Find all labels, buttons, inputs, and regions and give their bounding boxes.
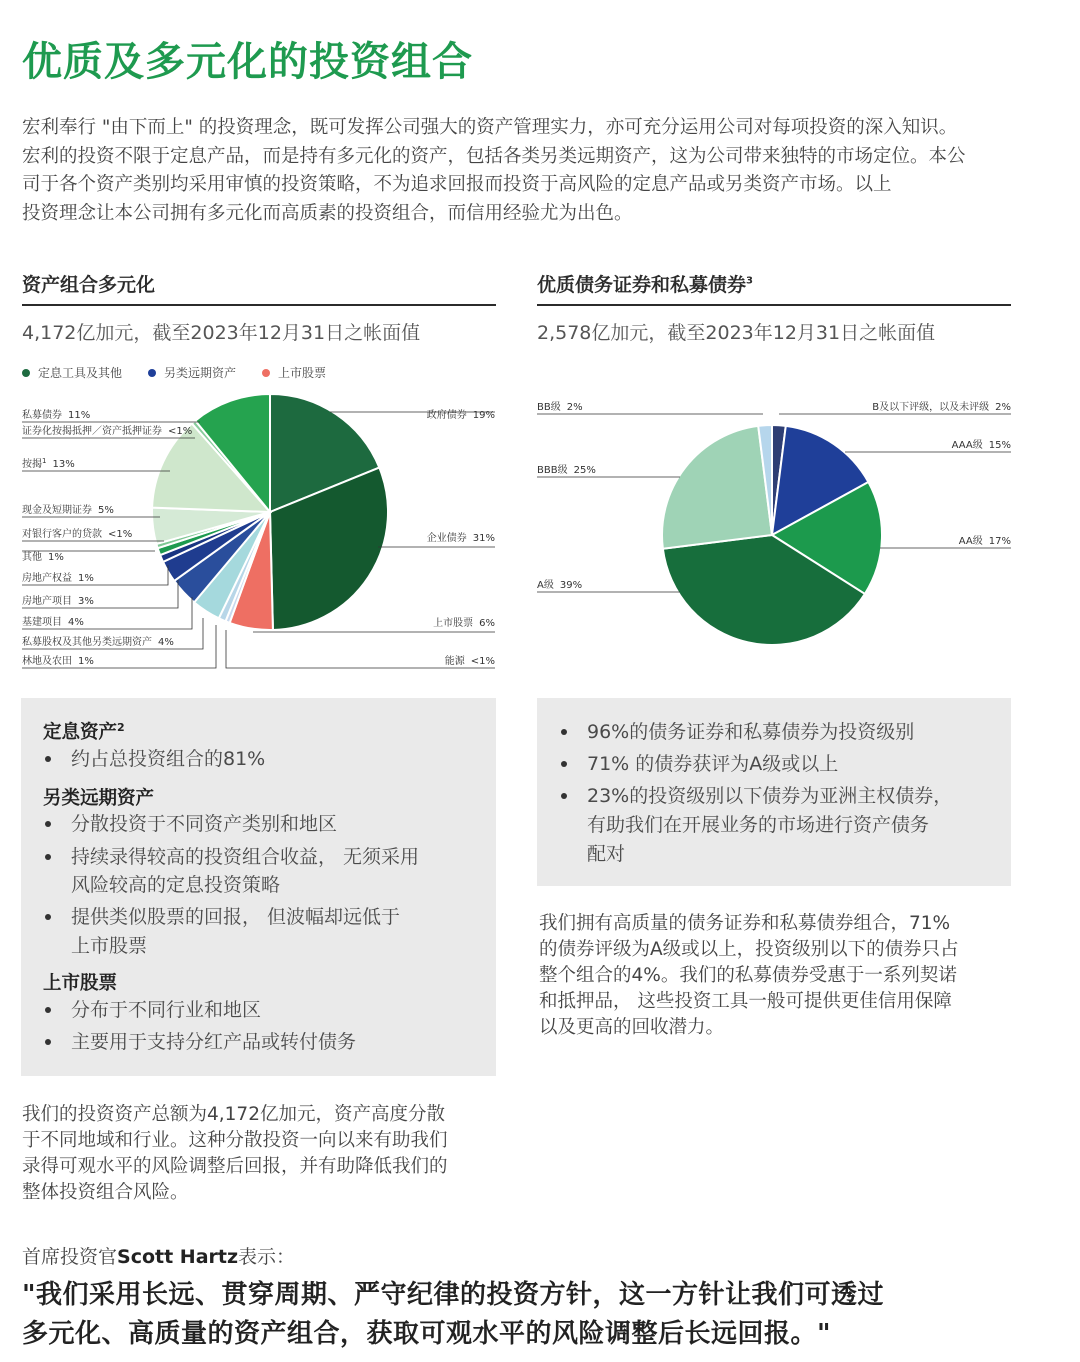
bonds-subheading: 2,578亿加元，截至2023年12月31日之帐面值 (537, 322, 936, 344)
bonds-bullet-cont: 有助我们在开展业务的市场进行资产债务 (587, 814, 930, 836)
alternative-bullet: 分散投资于不同资产类别和地区 (71, 813, 338, 835)
intro-line: 司于各个资产类别均采用审慎的投资策略，不为追求回报而投资于高风险的定息产品或另类资产市场。以上 (22, 174, 892, 195)
intro-line: 投资理念让本公司拥有多元化而高质素的投资组合，而信用经验尤为出色。 (22, 202, 633, 224)
portfolio-heading: 资产组合多元化 (22, 274, 156, 296)
bonds-paragraph-line: 以及更高的回收潜力。 (539, 1017, 725, 1038)
bonds-slice-label: A级 39% (537, 580, 583, 591)
bonds-slice-label: AAA级 15% (951, 440, 1011, 451)
bullet-dot (45, 854, 51, 860)
portfolio-slice-label: 上市股票 6% (433, 618, 495, 629)
portfolio-subheading: 4,172亿加元，截至2023年12月31日之帐面值 (22, 322, 421, 344)
bonds-slice-label: AA级 17% (958, 536, 1011, 547)
bonds-slice (662, 426, 772, 549)
portfolio-slice-label: 私募债券 11% (22, 410, 91, 421)
legend-label: 另类远期资产 (164, 366, 237, 380)
fixed-income-heading (43, 718, 125, 744)
alternative-heading: 另类远期资产 (43, 788, 155, 809)
bonds-slice-label: BBB级 25% (537, 465, 596, 476)
fixed-income-bullet: 约占总投资组合的81% (71, 748, 266, 770)
bullet-dot (561, 793, 567, 799)
bonds-paragraph-line: 整个组合的4%。我们的私募债券受惠于一系列契诺 (539, 965, 957, 986)
portfolio-slice-label: 私募股权及其他另类远期资产 4% (22, 637, 174, 648)
portfolio-slice-label: 房地产项目 3% (22, 596, 94, 607)
fixed-income-heading-sup: 2 (117, 720, 125, 734)
alternative-bullet: 提供类似股票的回报， 但波幅却远低于 (71, 906, 401, 928)
portfolio-slice-label: 政府债券 19% (426, 410, 495, 421)
legend-label: 上市股票 (278, 366, 327, 380)
portfolio-slice-label: 林地及农田 1% (22, 656, 94, 667)
portfolio-slice-label: 企业债券 31% (426, 533, 495, 544)
bullet-dot (45, 1039, 51, 1045)
legend-label: 定息工具及其他 (38, 366, 123, 380)
portfolio-slice-label: 证券化按揭抵押／资产抵押证券 <1% (22, 426, 193, 437)
assets-paragraph (22, 1102, 448, 1206)
bonds-pie-slices (662, 425, 882, 645)
equity-heading: 上市股票 (43, 973, 118, 994)
equity-bullet: 分布于不同行业和地区 (71, 999, 262, 1021)
quote-intro-prefix: 首席投资官 (22, 1246, 118, 1268)
portfolio-slice-label: 房地产权益 1% (22, 573, 94, 584)
portfolio-slice-label: 能源 <1% (444, 656, 495, 667)
bonds-paragraph-line: 我们拥有高质量的债务证券和私募债券组合，71% (539, 913, 951, 934)
portfolio-slice-label: 按揭$^1$ 13% (22, 457, 75, 470)
assets-paragraph-line: 于不同地域和行业。这种分散投资一向以来有助我们 (22, 1130, 448, 1151)
quote-speaker: Scott Hartz (117, 1246, 239, 1268)
bonds-paragraph (539, 911, 959, 1041)
portfolio-slice-label: 现金及短期证券 5% (22, 505, 114, 516)
alternative-bullet-cont: 上市股票 (71, 935, 148, 957)
bullet-dot (45, 914, 51, 920)
intro-line: 宏利的投资不限于定息产品，而是持有多元化的资产，包括各类另类远期资产，这为公司带来独特的市场定位。本公 (22, 145, 966, 167)
bonds-slice-label: BB级 2% (537, 402, 583, 413)
bonds-bullet: 71% 的债券获评为A级或以上 (587, 753, 839, 775)
alternative-bullet: 持续录得较高的投资组合收益， 无须采用 (71, 846, 420, 868)
equity-bullet: 主要用于支持分红产品或转付债务 (71, 1031, 357, 1053)
bullet-dot (45, 821, 51, 827)
quote-line: 多元化、高质量的资产组合，获取可观水平的风险调整后长远回报。" (22, 1319, 832, 1349)
quote-intro (22, 1242, 295, 1269)
quote-intro-suffix: 表示： (238, 1246, 296, 1268)
bonds-bullet-cont: 配对 (587, 843, 626, 865)
bullet-dot (45, 1007, 51, 1013)
alternative-bullet-cont: 风险较高的定息投资策略 (71, 874, 281, 896)
asset-summary-box (21, 698, 496, 1076)
bonds-bullet: 96%的债务证券和私募债券为投资级别 (587, 721, 915, 743)
bonds-bullet: 23%的投资级别以下债券为亚洲主权债券， (587, 785, 953, 807)
assets-paragraph-line: 录得可观水平的风险调整后回报，并有助降低我们的 (22, 1156, 448, 1177)
bullet-dot (45, 756, 51, 762)
intro-line: 宏利奉行 "由下而上" 的投资理念，既可发挥公司强大的资产管理实力，亦可充分运用公司对每项投资的深入知识。 (22, 117, 958, 138)
portfolio-slice-label: 基建项目 4% (22, 617, 84, 628)
quote-line: "我们采用长远、贯穿周期、严守纪律的投资方针，这一方针让我们可透过 (22, 1280, 885, 1310)
bonds-paragraph-line: 的债券评级为A级或以上，投资级别以下的债券只占 (539, 939, 959, 960)
bonds-slice-label: B及以下评级，以及未评级 2% (872, 402, 1011, 413)
bonds-summary-box (537, 698, 1011, 886)
bonds-heading-text: 优质债务证券和私募债券 (537, 274, 747, 296)
fixed-income-heading-text: 定息资产 (43, 722, 118, 743)
bonds-heading-sup: 3 (746, 275, 753, 287)
bullet-dot (561, 729, 567, 735)
portfolio-slice-label: 对银行客户的贷款 <1% (22, 529, 133, 540)
assets-paragraph-line: 整体投资组合风险。 (22, 1182, 189, 1203)
bullet-dot (561, 761, 567, 767)
portfolio-slice-label: 其他 1% (22, 552, 64, 563)
page-title: 优质及多元化的投资组合 (22, 39, 473, 85)
bonds-paragraph-line: 和抵押品， 这些投资工具一般可提供更佳信用保障 (539, 991, 952, 1012)
assets-paragraph-line: 我们的投资资产总额为4,172亿加元，资产高度分散 (22, 1104, 445, 1125)
